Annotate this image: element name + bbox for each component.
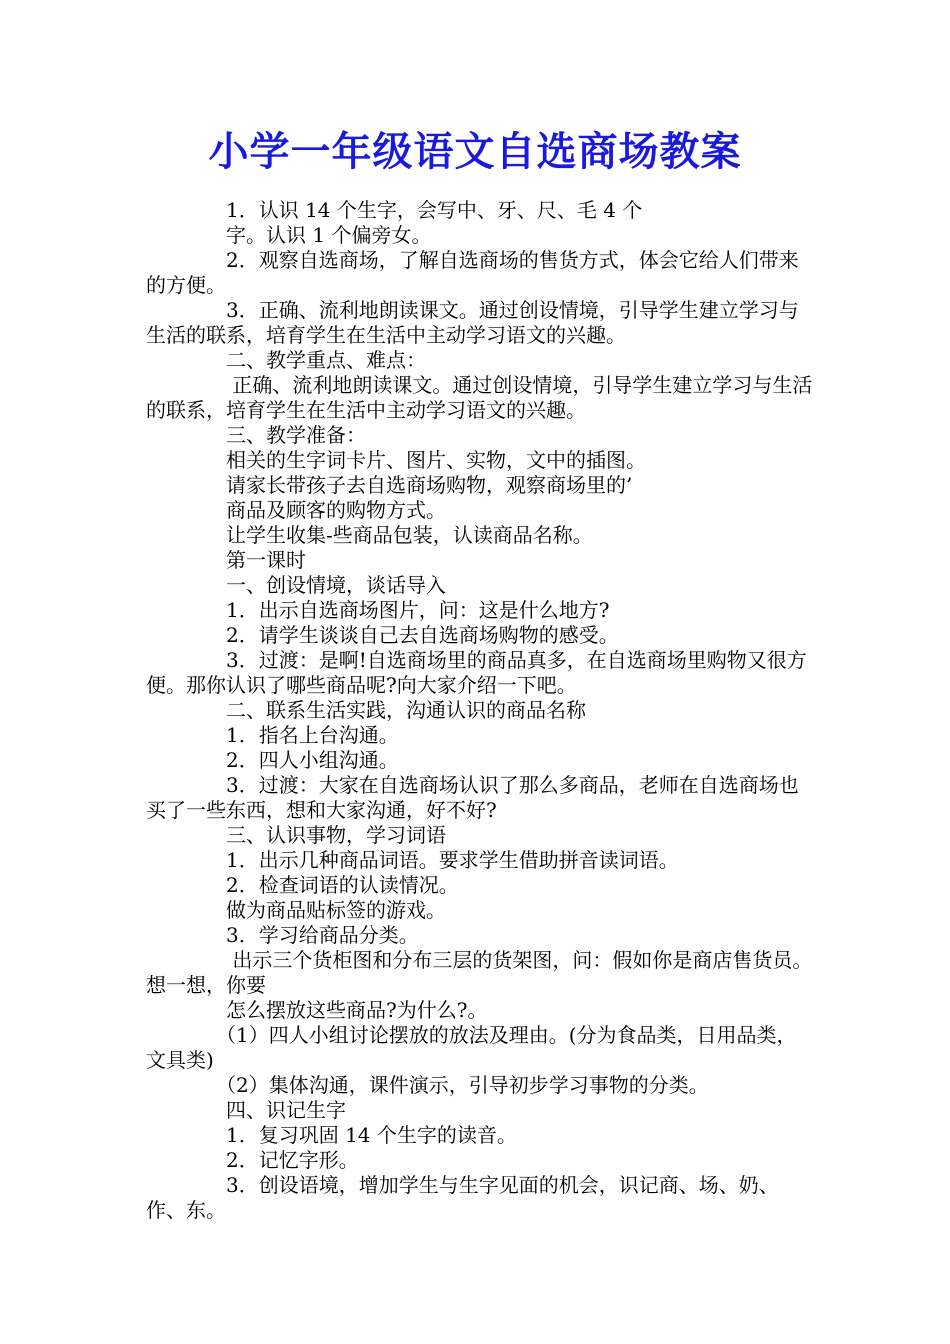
body-paragraph: 第一课时 <box>146 548 306 572</box>
document-body <box>146 198 814 1223</box>
body-paragraph: 三、教学准备： <box>146 423 366 447</box>
body-paragraph: 2．四人小组沟通。 <box>146 748 399 772</box>
body-paragraph: 2．请学生谈谈自己去自选商场购物的感受。 <box>146 623 619 647</box>
body-paragraph: 出示三个货柜图和分布三层的货架图，问：假如你是商店售货员。想一想，你要 <box>146 948 813 997</box>
body-paragraph: 三、认识事物，学习词语 <box>146 823 446 847</box>
body-paragraph: 1．复习巩固 14 个生字的读音。 <box>146 1123 517 1147</box>
body-paragraph: 3．学习给商品分类。 <box>146 923 419 947</box>
body-paragraph: （2）集体沟通，课件演示，引导初步学习事物的分类。 <box>146 1073 709 1097</box>
body-paragraph: 怎么摆放这些商品?为什么?。 <box>146 998 488 1022</box>
body-paragraph: 相关的生字词卡片、图片、实物，文中的插图。 <box>146 448 646 472</box>
body-paragraph: 正确、流利地朗读课文。通过创设情境，引导学生建立学习与生活的联系，培育学生在生活中主动学习语文的兴趣。 <box>146 373 813 422</box>
body-paragraph: 1．出示自选商场图片，问：这是什么地方? <box>146 598 610 622</box>
body-paragraph: 1．认识 14 个生字，会写中、牙、尺、毛 4 个 <box>146 198 643 222</box>
body-paragraph: 3．创设语境，增加学生与生字见面的机会，识记商、场、奶、作、东。 <box>146 1173 779 1222</box>
body-paragraph: 做为商品贴标签的游戏。 <box>146 898 446 922</box>
document-title: 小学一年级语文自选商场教案 <box>208 128 742 175</box>
body-paragraph: 一、创设情境，谈话导入 <box>146 573 446 597</box>
body-paragraph: 3．正确、流利地朗读课文。通过创设情境，引导学生建立学习与生活的联系，培育学生在生活中主动学习语文的兴趣。 <box>146 298 799 347</box>
body-paragraph: 2．记忆字形。 <box>146 1148 359 1172</box>
body-paragraph: 商品及顾客的购物方式。 <box>146 498 446 522</box>
body-paragraph: 2．观察自选商场，了解自选商场的售货方式，体会它给人们带来的方便。 <box>146 248 799 297</box>
body-paragraph: 二、联系生活实践，沟通认识的商品名称 <box>146 698 586 722</box>
body-paragraph: 四、识记生字 <box>146 1098 346 1122</box>
body-paragraph: 3．过渡：是啊!自选商场里的商品真多，在自选商场里购物又很方便。那你认识了哪些商品呢?向大家介绍一下吧。 <box>146 648 807 697</box>
body-paragraph: 字。认识 1 个偏旁女。 <box>146 223 432 247</box>
body-paragraph: 1．出示几种商品词语。要求学生借助拼音读词语。 <box>146 848 679 872</box>
body-paragraph: 1．指名上台沟通。 <box>146 723 399 747</box>
body-paragraph: 2．检查词语的认读情况。 <box>146 873 459 897</box>
body-paragraph: （1）四人小组讨论摆放的放法及理由。(分为食品类，日用品类，文具类) <box>146 1023 797 1072</box>
body-paragraph: 让学生收集-些商品包装，认读商品名称。 <box>146 523 593 547</box>
body-paragraph: 二、教学重点、难点： <box>146 348 426 372</box>
body-paragraph: 请家长带孩子去自选商场购物，观察商场里的’ <box>146 473 633 497</box>
body-paragraph: 3．过渡：大家在自选商场认识了那么多商品，老师在自选商场也买了一些东西，想和大家沟通，好不好? <box>146 773 799 822</box>
